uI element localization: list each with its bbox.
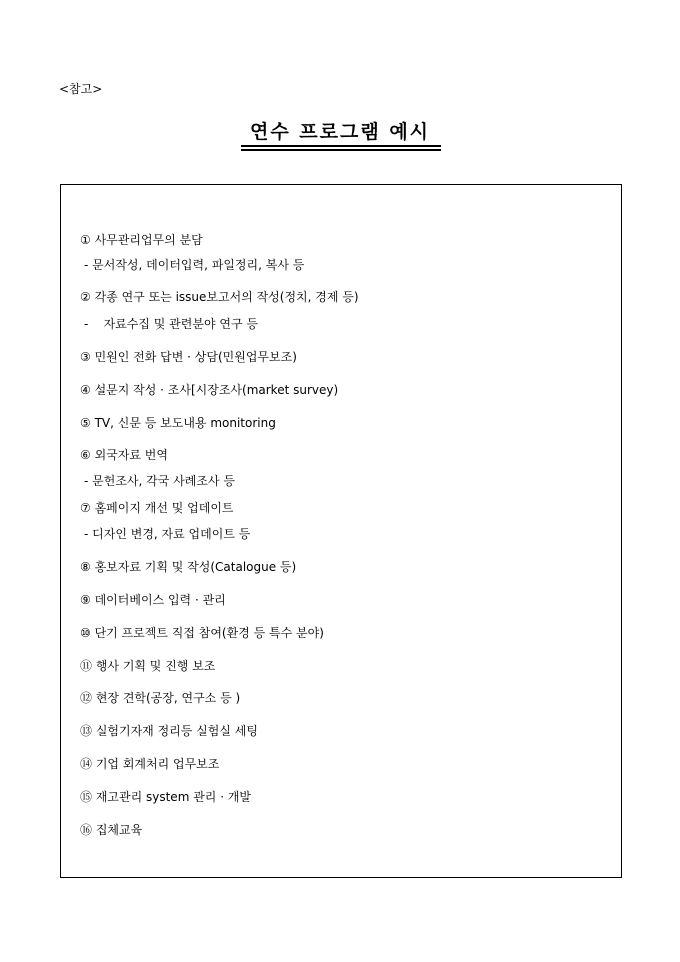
list-item: ⑤ TV, 신문 등 보도내용 monitoring [80,416,276,430]
title-area [0,120,680,144]
list-item: ⑦ 홈페이지 개선 및 업데이트 [80,501,234,515]
list-item-detail: - 문서작성, 데이터입력, 파일정리, 복사 등 [84,258,305,272]
list-item: ④ 설문지 작성 · 조사[시장조사(market survey) [80,383,339,397]
list-item: ⑯ 집체교육 [80,823,143,837]
list-item-detail: - 디자인 변경, 자료 업데이트 등 [84,527,251,541]
list-item: ⑪ 행사 기획 및 진행 보조 [80,659,216,673]
list-item: ⑨ 데이터베이스 입력 · 관리 [80,593,226,607]
list-item: ⑬ 실험기자재 정리등 실험실 세팅 [80,724,258,738]
list-item: ① 사무관리업무의 분담 [80,233,203,247]
list-item: ⑭ 기업 회계처리 업무보조 [80,757,220,771]
list-item-detail: - 문헌조사, 각국 사례조사 등 [84,474,235,488]
reference-label: <참고> [59,82,103,96]
page-title: 연수 프로그램 예시 [249,121,431,143]
list-item: ② 각종 연구 또는 issue보고서의 작성(정치, 경제 등) [80,290,359,304]
list-item: ⑧ 홍보자료 기획 및 작성(Catalogue 등) [80,560,297,574]
list-item: ⑥ 외국자료 번역 [80,448,168,462]
list-item: ③ 민원인 전화 답변 · 상담(민원업무보조) [80,350,297,364]
title-double-underline [241,145,441,151]
list-item: ⑮ 재고관리 system 관리 · 개발 [80,790,252,804]
list-item: ⑫ 현장 견학(공장, 연구소 등 ) [80,691,241,705]
list-item: ⑩ 단기 프로젝트 직접 참여(환경 등 특수 분야) [80,626,324,640]
list-item-detail: - 자료수집 및 관련분야 연구 등 [84,317,258,331]
